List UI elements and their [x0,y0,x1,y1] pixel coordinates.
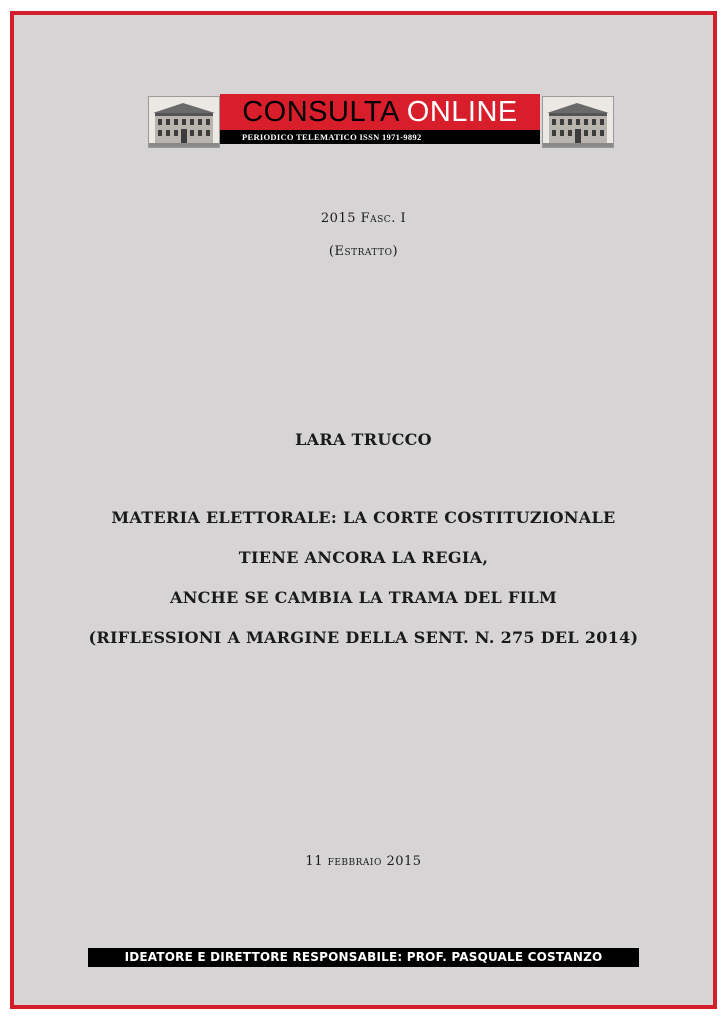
masthead [148,94,612,148]
brand-name: CONSULTA ONLINE [220,94,540,130]
palazzo-illustration-right [542,96,614,148]
palazzo-illustration-left [148,96,220,148]
issue-fascicle: 2015 Fasc. I [320,211,407,226]
article-title-line-1: MATERIA ELETTORALE: LA CORTE COSTITUZIONALE [111,508,616,527]
document-page [10,11,717,1009]
author-name: LARA TRUCCO [295,430,432,449]
brand-tagline: PERIODICO TELEMATICO ISSN 1971-9892 [220,130,540,144]
issue-note: (Estratto) [328,244,399,259]
article-title-line-4: (RIFLESSIONI A MARGINE DELLA SENT. N. 275 DEL 2014) [88,628,639,647]
editor-footer: IDEATORE E DIRETTORE RESPONSABILE: PROF. PASQUALE COSTANZO [88,948,639,967]
publication-date: 11 febbraio 2015 [305,854,422,869]
article-title-line-2: TIENE ANCORA LA REGIA, [238,548,489,567]
brand-logo [220,94,540,148]
article-title-line-3: ANCHE SE CAMBIA LA TRAMA DEL FILM [170,588,557,607]
